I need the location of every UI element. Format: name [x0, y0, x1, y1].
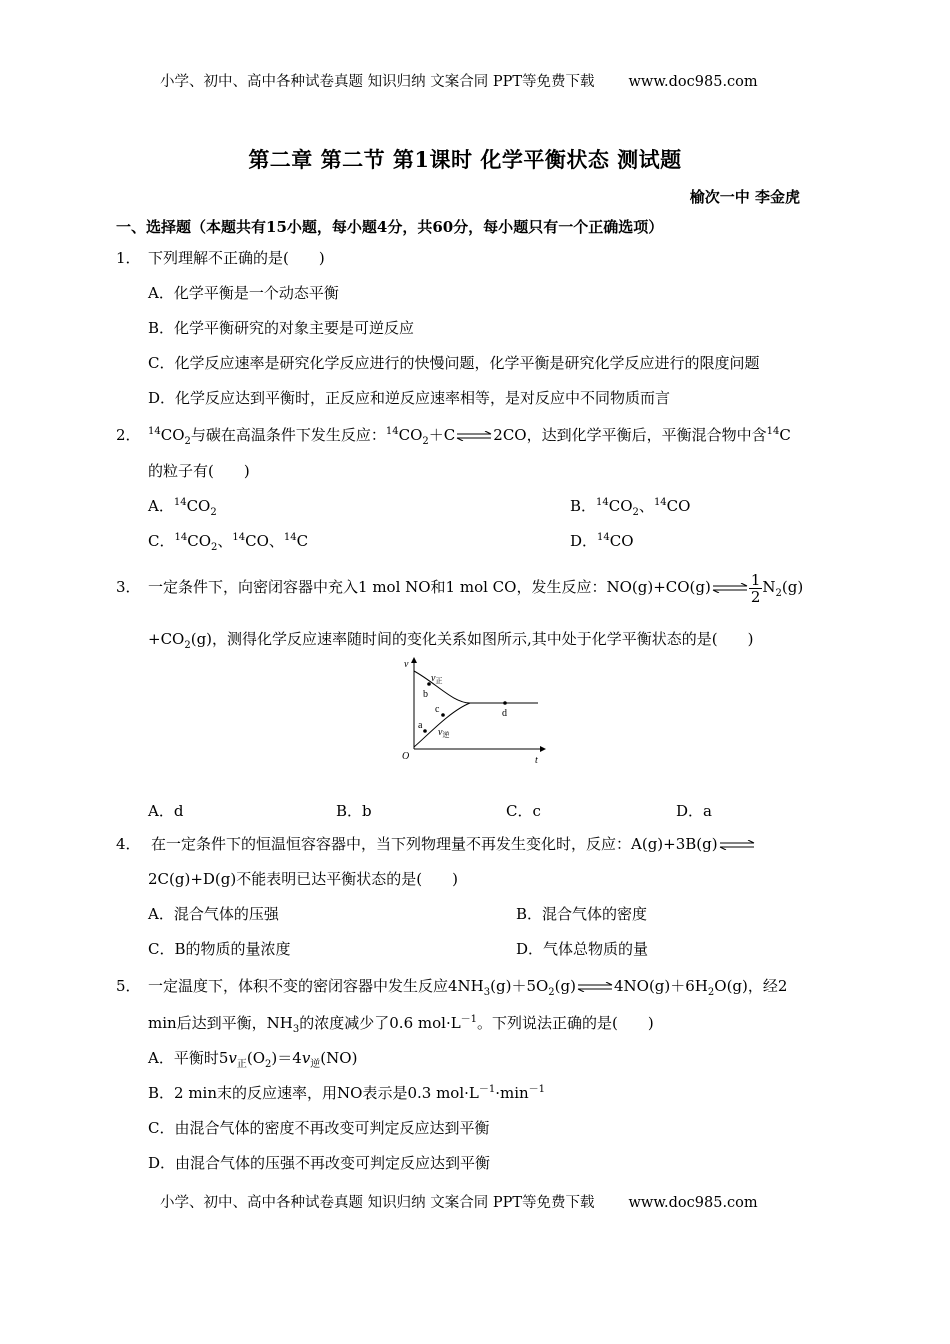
label-a: a	[418, 720, 423, 731]
q5-stem: 一定温度下，体积不变的密闭容器中发生反应$4NH_3(g)+5O_2(g)$ $4NO(g)+6H_2O(g)$，经2	[148, 977, 788, 998]
page-title: 第二章 第二节 第1课时 化学平衡状态 测试题	[248, 147, 682, 172]
q3-option-c: C．c	[506, 802, 541, 820]
point-a	[423, 729, 427, 733]
q4-stem: 在一定条件下的恒温恒容容器中，当下列物理量不再发生变化时，反应：A(g)+3B(g)	[151, 834, 756, 854]
label-c: c	[435, 704, 440, 715]
q2-stem: $^{14}CO_2$与碳在高温条件下发生反应：$^{14}CO_2+C$ 2CO，达到化学平衡后，平衡混合物中含$^{14}$C	[148, 426, 791, 447]
q2-stem-line2: 的粒子有( )	[148, 462, 250, 480]
equilibrium-arrow-icon	[719, 840, 755, 850]
point-c	[441, 713, 445, 717]
q2-option-a: A．$^{14}CO_2$	[148, 497, 217, 518]
q5-option-c: C．由混合气体的密度不再改变可判定反应达到平衡	[148, 1119, 490, 1137]
q5-option-b: B．2 min末的反应速率，用NO表示是0.3 $mol\cdot L^{-1}\cdot\min^{-1}$	[148, 1084, 546, 1102]
label-v-neg: $v_逆$	[438, 727, 450, 739]
origin-label: O	[402, 751, 410, 762]
equilibrium-arrow-icon	[456, 431, 492, 441]
page-footer	[160, 1191, 758, 1212]
page-header	[160, 70, 758, 91]
q2-number: 2．	[116, 426, 141, 444]
q3-number: 3．	[116, 578, 141, 596]
q3-stem: 一定条件下，向密闭容器中充入1 mol NO和1 mol CO，发生反应：NO(g)+CO(g) $\frac{1}{2}$ $N_2(g)$	[148, 570, 804, 606]
header-url[interactable]: www.doc985.com	[628, 74, 758, 90]
label-v-pos: $v_正$	[431, 673, 443, 685]
q4-option-a: A．混合气体的压强	[148, 905, 279, 923]
label-d: d	[502, 708, 507, 719]
q2-option-b: B．$^{14}CO_2$、$^{14}$CO	[570, 497, 691, 518]
header-text: 小学、初中、高中各种试卷真题 知识归纳 文案合同 PPT等免费下载	[160, 74, 595, 90]
label-b: b	[423, 689, 428, 700]
author: 榆次一中 李金虎	[689, 188, 800, 206]
rate-time-graph	[398, 655, 548, 765]
q4-option-b: B．混合气体的密度	[516, 905, 648, 923]
q2-option-d: D．$^{14}$CO	[570, 532, 634, 550]
q3-option-a: A．d	[148, 802, 184, 820]
q3-stem-line2: $+CO_2(g)$，测得化学反应速率随时间的变化关系如图所示,其中处于化学平衡状态的是( )	[148, 630, 754, 651]
q4-stem-line2: 2C(g)+D(g)不能表明已达平衡状态的是( )	[148, 870, 458, 888]
q4-option-c: C．B的物质的量浓度	[148, 940, 291, 958]
q1-option-b: B．化学平衡研究的对象主要是可逆反应	[148, 319, 415, 337]
equilibrium-arrow-icon	[577, 982, 613, 992]
footer-url[interactable]: www.doc985.com	[628, 1195, 758, 1211]
q4-option-d: D．气体总物质的量	[516, 940, 649, 958]
q5-number: 5．	[116, 977, 141, 995]
q4-number: 4．	[116, 835, 141, 853]
axis-t-label: t	[535, 755, 538, 765]
q5-option-a: A．平衡时$5v_正(O_2)=4v_逆(NO)$	[148, 1049, 358, 1070]
section-heading: 一、选择题（本题共有15小题，每小题4分，共60分，每小题只有一个正确选项）	[116, 218, 664, 236]
footer-text: 小学、初中、高中各种试卷真题 知识归纳 文案合同 PPT等免费下载	[160, 1195, 595, 1211]
equilibrium-arrow-icon	[712, 583, 748, 593]
fraction-one-half: $\frac{1}{2}$	[750, 570, 761, 606]
q1-number: 1．	[116, 249, 141, 267]
q3-option-d: D．a	[676, 802, 712, 820]
point-d	[503, 701, 507, 705]
q3-option-b: B．b	[336, 802, 372, 820]
q1-option-d: D．化学反应达到平衡时，正反应和逆反应速率相等，是对反应中不同物质而言	[148, 389, 671, 407]
q2-option-c: C．$^{14}CO_2$、$^{14}$CO、$^{14}$C	[148, 532, 309, 553]
q5-stem-line2: min后达到平衡，$NH_3$的浓度减少了0.6 $mol\cdot L^{-1}$。下列说法正确的是( )	[148, 1014, 654, 1035]
q5-option-d: D．由混合气体的压强不再改变可判定反应达到平衡	[148, 1154, 491, 1172]
q1-stem: 下列理解不正确的是( )	[148, 249, 325, 267]
q1-option-a: A．化学平衡是一个动态平衡	[148, 284, 339, 302]
q1-option-c: C．化学反应速率是研究化学反应进行的快慢问题，化学平衡是研究化学反应进行的限度问题	[148, 354, 760, 372]
axis-v-label: v	[404, 659, 409, 670]
